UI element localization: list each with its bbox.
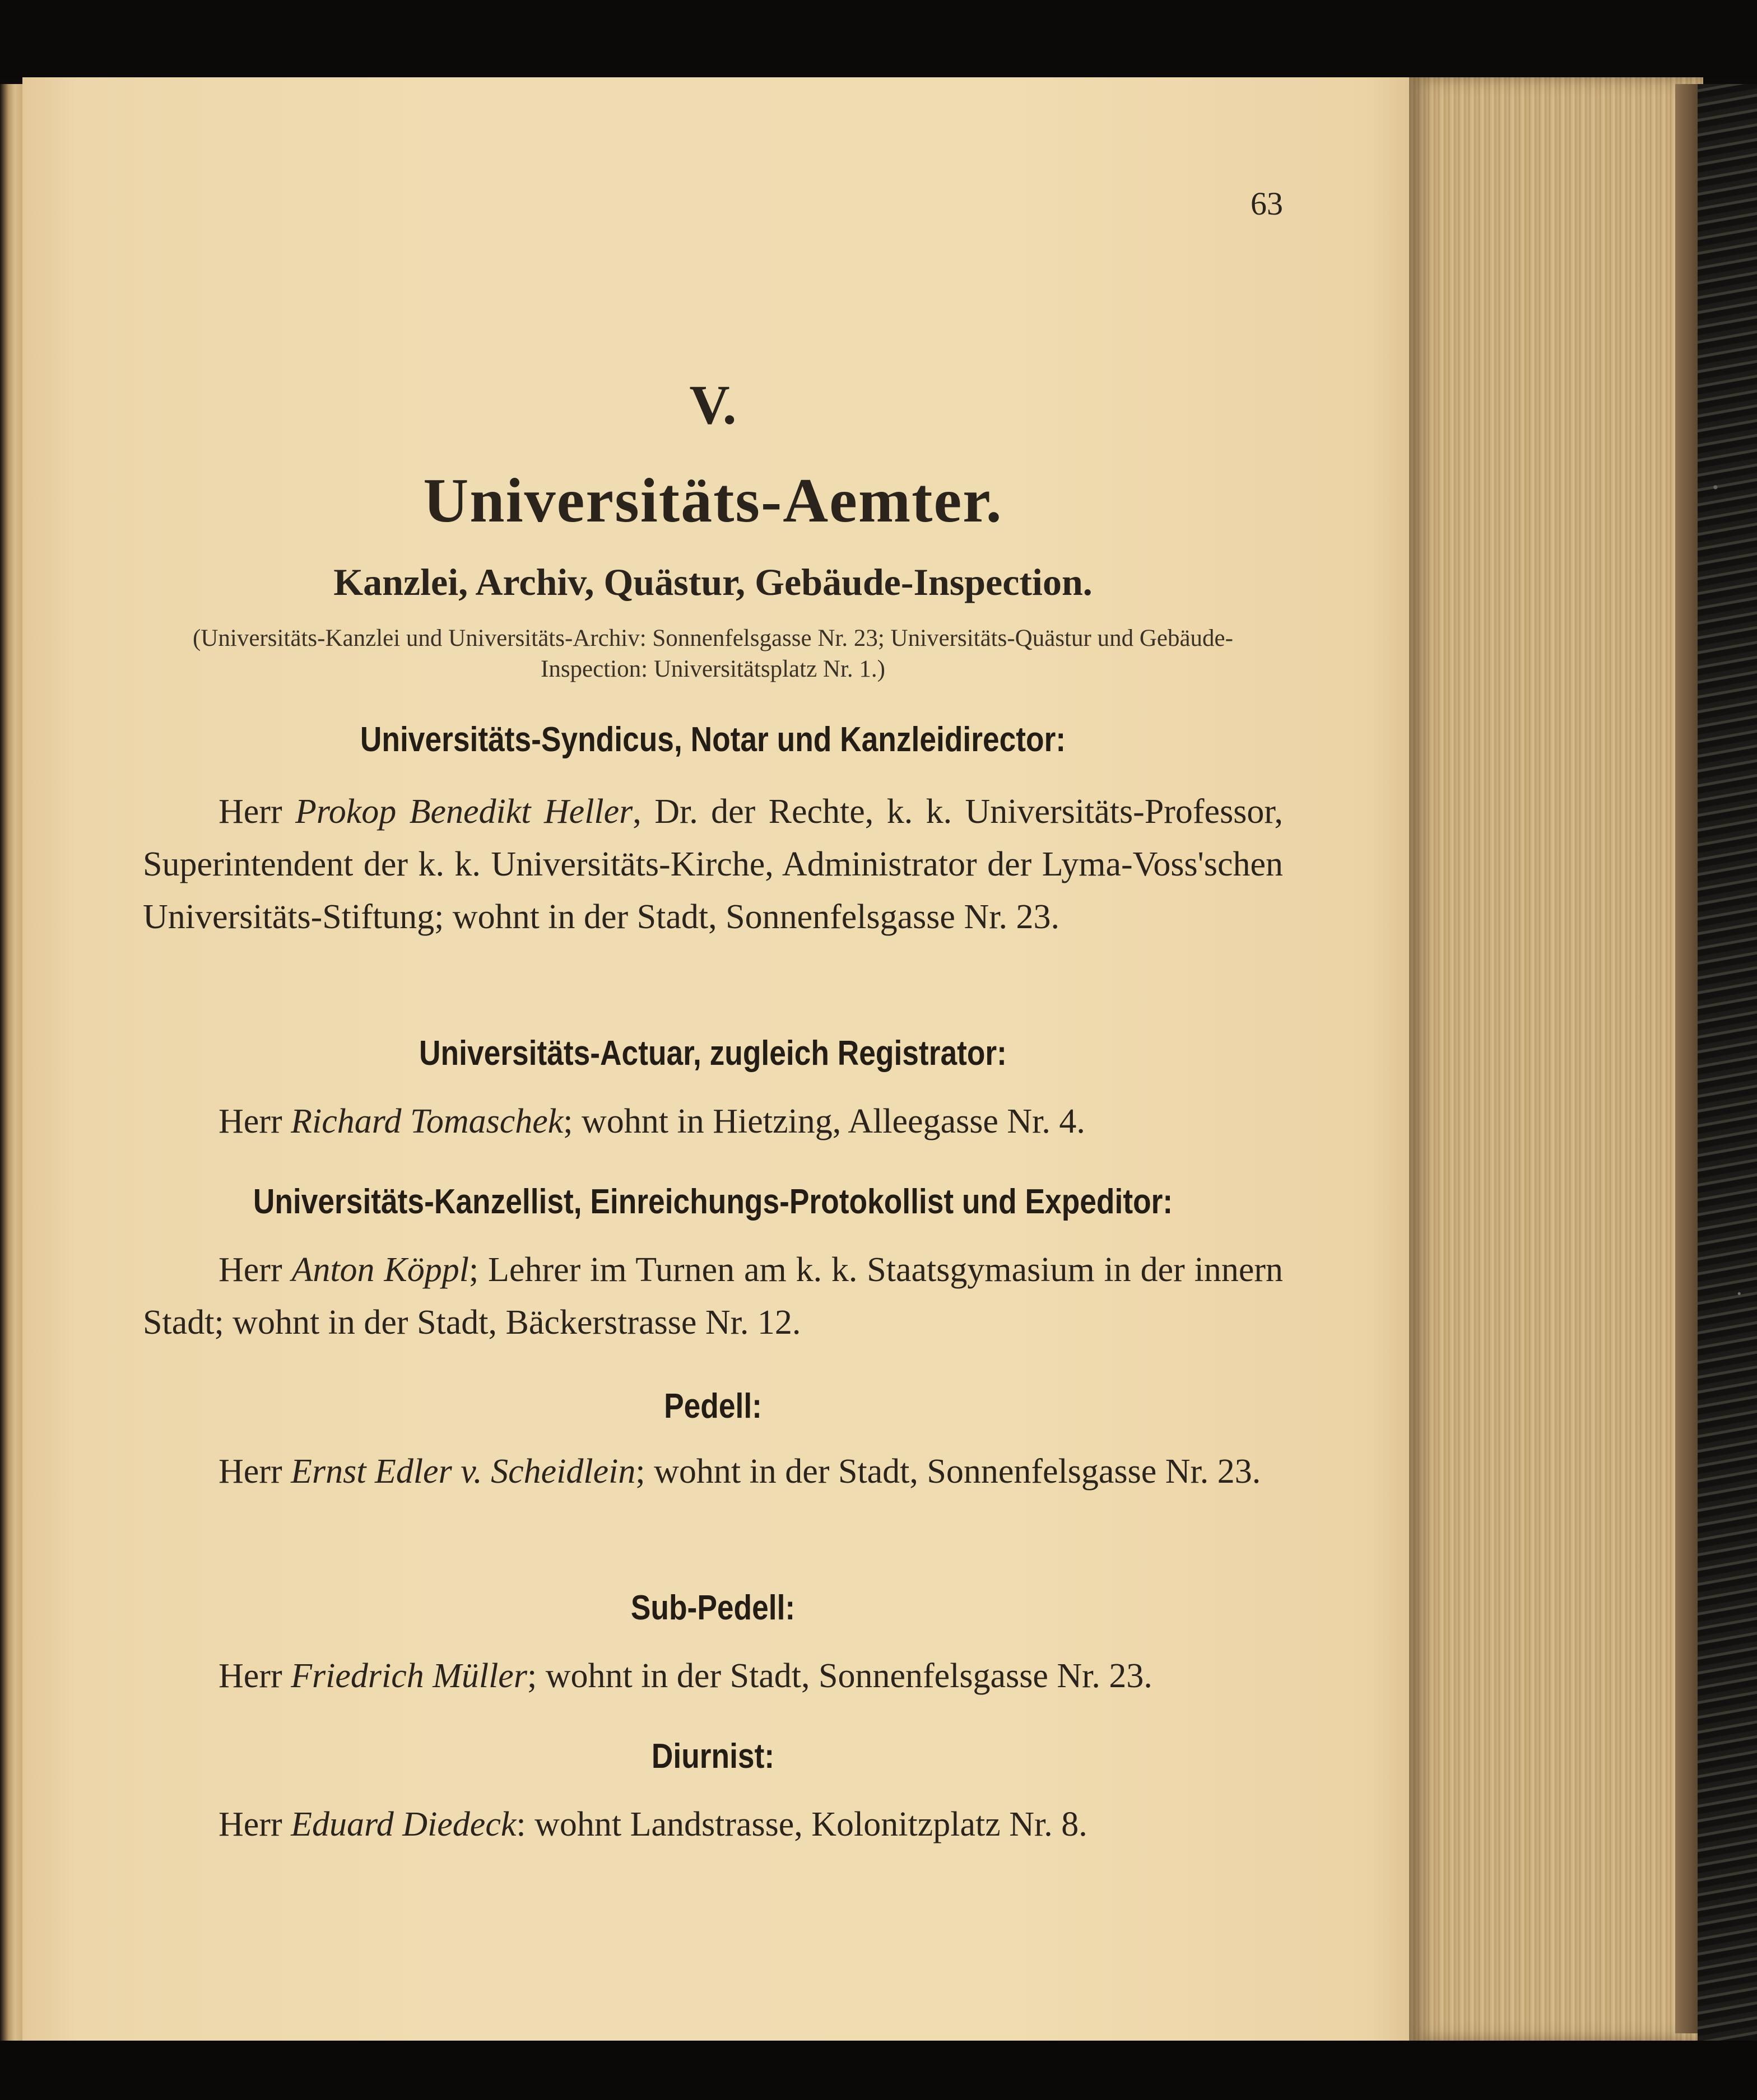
section-heading-kanzellist: Universitäts-Kanzellist, Einreichungs-Protokollist und Expeditor:: [253, 1182, 1173, 1221]
scan-background-top: [0, 0, 1757, 78]
person-name: Prokop Benedikt Heller: [295, 793, 633, 831]
page-stack-shadow: [1675, 84, 1698, 2033]
entry-text: ; wohnt in Hietzing, Alleegasse Nr. 4.: [563, 1102, 1085, 1140]
section-body-pedell: [143, 1445, 1283, 1498]
person-name: Anton Köppl: [291, 1251, 469, 1289]
person-name: Richard Tomaschek: [291, 1102, 564, 1140]
page-number: 63: [1251, 185, 1283, 222]
person-name: Friedrich Müller: [291, 1657, 527, 1695]
entry-prefix: Herr: [219, 1657, 282, 1695]
section-heading-diurnist: Diurnist:: [651, 1737, 775, 1776]
section-body-kanzellist: [143, 1244, 1283, 1349]
scan-background-bottom: [0, 2041, 1757, 2100]
section-body-actuar: [143, 1095, 1283, 1148]
section-body-syndicus: [143, 785, 1283, 943]
section-heading-sub-pedell: Sub-Pedell:: [630, 1589, 796, 1627]
section-heading-syndicus: Universitäts-Syndicus, Notar und Kanzleidirector:: [360, 720, 1066, 759]
person-name: Eduard Diedeck: [291, 1805, 517, 1843]
entry-text: , Dr. der Rechte, k. k. Universitäts-Professor, Superintendent der k. k. Universitäts-Kirche, Administrator der Lyma-Voss'schen Universitäts-Stiftung; wohnt in der Stadt, Sonnenfelsgasse Nr. 23.: [143, 793, 1283, 936]
page-subtitle: Kanzlei, Archiv, Quästur, Gebäude-Inspection.: [333, 561, 1093, 603]
page-title: Universitäts-Aemter.: [423, 466, 1003, 536]
entry-prefix: Herr: [219, 1102, 282, 1140]
entry-text: ; wohnt in der Stadt, Sonnenfelsgasse Nr. 23.: [635, 1452, 1261, 1491]
section-body-sub-pedell: [143, 1650, 1283, 1702]
marbled-cover: [1698, 84, 1757, 2100]
entry-text: ; Lehrer im Turnen am k. k. Staatsgymasium in der innern Stadt; wohnt in der Stadt, Bäckerstrasse Nr. 12.: [143, 1251, 1284, 1342]
section-heading-pedell: Pedell:: [664, 1387, 762, 1426]
left-page-edge: [0, 84, 25, 2078]
person-name: Ernst Edler v. Scheidlein: [291, 1452, 636, 1491]
page-stack: [1409, 77, 1703, 2041]
section-heading-actuar: Universitäts-Actuar, zugleich Registrator:: [419, 1034, 1007, 1073]
chapter-number: V.: [689, 374, 737, 436]
entry-text: ; wohnt in der Stadt, Sonnenfelsgasse Nr. 23.: [527, 1657, 1152, 1695]
entry-prefix: Herr: [219, 1251, 282, 1289]
entry-prefix: Herr: [219, 793, 282, 831]
entry-text: : wohnt Landstrasse, Kolonitzplatz Nr. 8.: [516, 1805, 1087, 1843]
section-body-diurnist: [143, 1798, 1283, 1851]
entry-prefix: Herr: [219, 1452, 282, 1491]
entry-prefix: Herr: [219, 1805, 282, 1843]
address-note: (Universitäts-Kanzlei und Universitäts-Archiv: Sonnenfelsgasse Nr. 23; Universitäts-Quästur und Gebäude-Inspection: Universitätsplatz Nr. 1.): [193, 625, 1233, 682]
